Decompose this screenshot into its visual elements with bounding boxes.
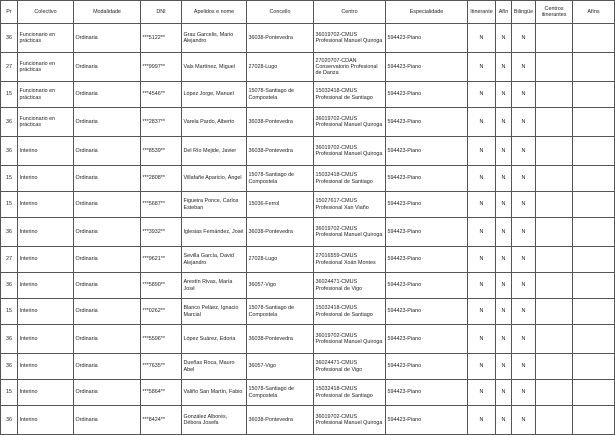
cell-centros-itinerantes [536, 166, 573, 192]
cell-modalidade: Ordinaria [74, 192, 141, 218]
cell-centro: 27020707-CDAN Conservatorio Profesional de Danza [314, 53, 386, 82]
cell-concello: 36038-Pontevedra [247, 24, 314, 53]
cell-afins [573, 166, 615, 192]
cell-pr: 36 [1, 354, 18, 380]
table-row [1, 299, 615, 325]
cell-apelidos-e-nome: Vals Martínez, Miguel [182, 53, 247, 82]
cell-colectivo: Interino [18, 406, 74, 435]
cell-itinerante: N [468, 24, 496, 53]
cell-apelidos-e-nome: Del Río Mejide, Javier [182, 137, 247, 166]
cell-colectivo: Funcionario en prácticas [18, 108, 74, 137]
cell-colectivo: Funcionario en prácticas [18, 24, 74, 53]
table-row [1, 325, 615, 354]
cell-pr: 15 [1, 166, 18, 192]
cell-itinerante: N [468, 406, 496, 435]
cell-afin: N [496, 24, 512, 53]
cell-dni: ***9621** [141, 247, 182, 273]
header-pr: Pr [1, 1, 18, 24]
cell-centros-itinerantes [536, 380, 573, 406]
header-apelidos-e-nome: Apelidos e nome [182, 1, 247, 24]
cell-modalidade: Ordinaria [74, 218, 141, 247]
cell-bilingue: N [512, 166, 536, 192]
header-afin: Afín [496, 1, 512, 24]
cell-pr: 36 [1, 406, 18, 435]
cell-pr: 15 [1, 299, 18, 325]
cell-dni: ***0262** [141, 299, 182, 325]
cell-modalidade: Ordinaria [74, 137, 141, 166]
cell-colectivo: Interino [18, 137, 74, 166]
cell-centro: 15032418-CMUS Profesional de Santiago [314, 82, 386, 108]
table-row [1, 108, 615, 137]
cell-concello: 36038-Pontevedra [247, 325, 314, 354]
cell-afin: N [496, 354, 512, 380]
cell-dni: ***2808** [141, 166, 182, 192]
header-modalidade: Modalidade [74, 1, 141, 24]
cell-modalidade: Ordinaria [74, 380, 141, 406]
table-row [1, 53, 615, 82]
cell-itinerante: N [468, 53, 496, 82]
cell-afin: N [496, 108, 512, 137]
cell-bilingue: N [512, 325, 536, 354]
cell-colectivo: Interino [18, 247, 74, 273]
cell-itinerante: N [468, 166, 496, 192]
cell-bilingue: N [512, 406, 536, 435]
cell-pr: 36 [1, 24, 18, 53]
cell-modalidade: Ordinaria [74, 24, 141, 53]
cell-modalidade: Ordinaria [74, 166, 141, 192]
cell-centros-itinerantes [536, 137, 573, 166]
cell-dni: ***5687** [141, 192, 182, 218]
cell-concello: 27028-Lugo [247, 53, 314, 82]
cell-concello: 36057-Vigo [247, 273, 314, 299]
cell-bilingue: N [512, 247, 536, 273]
cell-dni: ***5122** [141, 24, 182, 53]
header-centros-itinerantes: Centros itinerantes [536, 1, 573, 24]
cell-especialidade: 594423-Piano [386, 166, 468, 192]
cell-colectivo: Funcionario en prácticas [18, 82, 74, 108]
cell-modalidade: Ordinaria [74, 108, 141, 137]
cell-concello: 27028-Lugo [247, 247, 314, 273]
cell-itinerante: N [468, 354, 496, 380]
table-row [1, 380, 615, 406]
cell-pr: 36 [1, 137, 18, 166]
cell-centros-itinerantes [536, 218, 573, 247]
cell-especialidade: 594423-Piano [386, 82, 468, 108]
cell-centro: 15032418-CMUS Profesional de Santiago [314, 299, 386, 325]
cell-pr: 15 [1, 82, 18, 108]
cell-modalidade: Ordinaria [74, 354, 141, 380]
cell-centros-itinerantes [536, 108, 573, 137]
cell-itinerante: N [468, 247, 496, 273]
cell-itinerante: N [468, 108, 496, 137]
cell-centros-itinerantes [536, 82, 573, 108]
cell-itinerante: N [468, 273, 496, 299]
cell-afins [573, 108, 615, 137]
cell-centro: 15027617-CMUS Profesional Xan Viaño [314, 192, 386, 218]
table-row [1, 354, 615, 380]
cell-pr: 15 [1, 192, 18, 218]
cell-centro: 15032418-CMUS Profesional de Santiago [314, 166, 386, 192]
cell-colectivo: Interino [18, 218, 74, 247]
cell-colectivo: Funcionario en prácticas [18, 53, 74, 82]
cell-pr: 27 [1, 53, 18, 82]
header-afins: Afíns [573, 1, 615, 24]
cell-afins [573, 380, 615, 406]
cell-bilingue: N [512, 192, 536, 218]
cell-concello: 15078-Santiago de Compostela [247, 299, 314, 325]
cell-afins [573, 354, 615, 380]
cell-apelidos-e-nome: Villafañe Aparicio, Ángel [182, 166, 247, 192]
cell-dni: ***5864** [141, 380, 182, 406]
cell-apelidos-e-nome: Dueñas Roca, Mauro Abel [182, 354, 247, 380]
header-colectivo: Colectivo [18, 1, 74, 24]
cell-pr: 15 [1, 380, 18, 406]
cell-concello: 15078-Santiago de Compostela [247, 166, 314, 192]
cell-especialidade: 594423-Piano [386, 247, 468, 273]
cell-centros-itinerantes [536, 354, 573, 380]
cell-especialidade: 594423-Piano [386, 325, 468, 354]
cell-bilingue: N [512, 24, 536, 53]
cell-centro: 15032418-CMUS Profesional de Santiago [314, 380, 386, 406]
cell-afin: N [496, 406, 512, 435]
cell-afin: N [496, 325, 512, 354]
cell-especialidade: 594423-Piano [386, 273, 468, 299]
cell-centros-itinerantes [536, 192, 573, 218]
cell-concello: 15036-Ferrol [247, 192, 314, 218]
cell-concello: 36038-Pontevedra [247, 137, 314, 166]
cell-afins [573, 137, 615, 166]
cell-apelidos-e-nome: González Alborés, Débora Josefa [182, 406, 247, 435]
cell-especialidade: 594423-Piano [386, 299, 468, 325]
cell-itinerante: N [468, 218, 496, 247]
cell-especialidade: 594423-Piano [386, 108, 468, 137]
cell-centros-itinerantes [536, 299, 573, 325]
cell-afin: N [496, 273, 512, 299]
cell-concello: 15078-Santiago de Compostela [247, 82, 314, 108]
cell-centros-itinerantes [536, 24, 573, 53]
table-row [1, 247, 615, 273]
cell-especialidade: 594423-Piano [386, 354, 468, 380]
cell-concello: 15078-Santiago de Compostela [247, 380, 314, 406]
cell-pr: 36 [1, 273, 18, 299]
cell-centros-itinerantes [536, 247, 573, 273]
cell-afins [573, 299, 615, 325]
cell-centro: 36019702-CMUS Profesional Manuel Quiroga [314, 406, 386, 435]
cell-afin: N [496, 192, 512, 218]
cell-apelidos-e-nome: Sevilla García, David Alejandro [182, 247, 247, 273]
cell-afins [573, 192, 615, 218]
header-dni: DNI [141, 1, 182, 24]
cell-apelidos-e-nome: Blanco Peláez, Ignacio Marcial [182, 299, 247, 325]
cell-itinerante: N [468, 82, 496, 108]
cell-especialidade: 594423-Piano [386, 24, 468, 53]
cell-dni: ***9997** [141, 53, 182, 82]
cell-itinerante: N [468, 380, 496, 406]
cell-dni: ***2837** [141, 108, 182, 137]
cell-colectivo: Interino [18, 299, 74, 325]
cell-itinerante: N [468, 137, 496, 166]
cell-apelidos-e-nome: Arestín Rivas, María José [182, 273, 247, 299]
cell-colectivo: Interino [18, 325, 74, 354]
cell-apelidos-e-nome: Iglesias Fernández, José [182, 218, 247, 247]
cell-especialidade: 594423-Piano [386, 53, 468, 82]
cell-modalidade: Ordinaria [74, 325, 141, 354]
cell-afins [573, 247, 615, 273]
cell-centro: 27016559-CMUS Profesional Xoán Montes [314, 247, 386, 273]
cell-centros-itinerantes [536, 53, 573, 82]
header-centro: Centro [314, 1, 386, 24]
cell-dni: ***5596** [141, 325, 182, 354]
cell-especialidade: 594423-Piano [386, 406, 468, 435]
cell-pr: 36 [1, 108, 18, 137]
cell-bilingue: N [512, 299, 536, 325]
cell-modalidade: Ordinaria [74, 53, 141, 82]
table-row [1, 192, 615, 218]
cell-centro: 36024471-CMUS Profesional de Vigo [314, 354, 386, 380]
cell-dni: ***4546** [141, 82, 182, 108]
cell-centro: 36024471-CMUS Profesional de Vigo [314, 273, 386, 299]
cell-dni: ***7635** [141, 354, 182, 380]
cell-apelidos-e-nome: Valiño San Martín, Fabio [182, 380, 247, 406]
cell-colectivo: Interino [18, 166, 74, 192]
cell-bilingue: N [512, 108, 536, 137]
cell-especialidade: 594423-Piano [386, 137, 468, 166]
cell-especialidade: 594423-Piano [386, 192, 468, 218]
cell-centros-itinerantes [536, 325, 573, 354]
cell-afin: N [496, 53, 512, 82]
cell-concello: 36038-Pontevedra [247, 108, 314, 137]
cell-modalidade: Ordinaria [74, 406, 141, 435]
cell-bilingue: N [512, 137, 536, 166]
cell-concello: 36038-Pontevedra [247, 406, 314, 435]
cell-colectivo: Interino [18, 380, 74, 406]
cell-dni: ***8539** [141, 137, 182, 166]
cell-afins [573, 325, 615, 354]
cell-itinerante: N [468, 299, 496, 325]
cell-centros-itinerantes [536, 273, 573, 299]
cell-pr: 36 [1, 218, 18, 247]
header-itinerante: Itinerante [468, 1, 496, 24]
cell-colectivo: Interino [18, 273, 74, 299]
cell-afins [573, 273, 615, 299]
cell-bilingue: N [512, 82, 536, 108]
cell-colectivo: Interino [18, 192, 74, 218]
cell-modalidade: Ordinaria [74, 299, 141, 325]
cell-bilingue: N [512, 273, 536, 299]
cell-afin: N [496, 82, 512, 108]
cell-centro: 36019702-CMUS Profesional Manuel Quiroga [314, 24, 386, 53]
cell-afin: N [496, 218, 512, 247]
cell-dni: ***8424** [141, 406, 182, 435]
table-body [1, 24, 615, 435]
cell-afin: N [496, 166, 512, 192]
cell-bilingue: N [512, 380, 536, 406]
table-header [1, 1, 615, 24]
cell-bilingue: N [512, 53, 536, 82]
table-row [1, 24, 615, 53]
cell-concello: 36038-Pontevedra [247, 218, 314, 247]
cell-afin: N [496, 299, 512, 325]
cell-centro: 36019702-CMUS Profesional Manuel Quiroga [314, 137, 386, 166]
table-row [1, 166, 615, 192]
cell-concello: 36057-Vigo [247, 354, 314, 380]
header-especialidade: Especialidade [386, 1, 468, 24]
cell-centro: 36019702-CMUS Profesional Manuel Quiroga [314, 325, 386, 354]
cell-apelidos-e-nome: Grau Garcelis, Mario Alejandro [182, 24, 247, 53]
cell-pr: 36 [1, 325, 18, 354]
cell-itinerante: N [468, 192, 496, 218]
cell-afins [573, 53, 615, 82]
cell-afins [573, 82, 615, 108]
cell-centro: 36019702-CMUS Profesional Manuel Quiroga [314, 108, 386, 137]
cell-colectivo: Interino [18, 354, 74, 380]
table-row [1, 273, 615, 299]
cell-dni: ***5890** [141, 273, 182, 299]
table-row [1, 137, 615, 166]
cell-apelidos-e-nome: López Jorge, Manuel [182, 82, 247, 108]
cell-modalidade: Ordinaria [74, 82, 141, 108]
cell-modalidade: Ordinaria [74, 247, 141, 273]
cell-bilingue: N [512, 218, 536, 247]
cell-itinerante: N [468, 325, 496, 354]
cell-dni: ***3932** [141, 218, 182, 247]
cell-afin: N [496, 247, 512, 273]
cell-especialidade: 594423-Piano [386, 218, 468, 247]
cell-modalidade: Ordinaria [74, 273, 141, 299]
cell-afin: N [496, 137, 512, 166]
cell-apelidos-e-nome: Figueira Ponce, Carlos Esteban [182, 192, 247, 218]
cell-afins [573, 218, 615, 247]
cell-bilingue: N [512, 354, 536, 380]
cell-apelidos-e-nome: Varela Pardo, Alberto [182, 108, 247, 137]
cell-pr: 27 [1, 247, 18, 273]
header-concello: Concello [247, 1, 314, 24]
cell-centro: 36019702-CMUS Profesional Manuel Quiroga [314, 218, 386, 247]
cell-especialidade: 594423-Piano [386, 380, 468, 406]
table-row [1, 82, 615, 108]
cell-afins [573, 24, 615, 53]
cell-apelidos-e-nome: López Suárez, Edoria [182, 325, 247, 354]
table-row [1, 218, 615, 247]
header-bilingue: Bilingüe [512, 1, 536, 24]
cell-afin: N [496, 380, 512, 406]
